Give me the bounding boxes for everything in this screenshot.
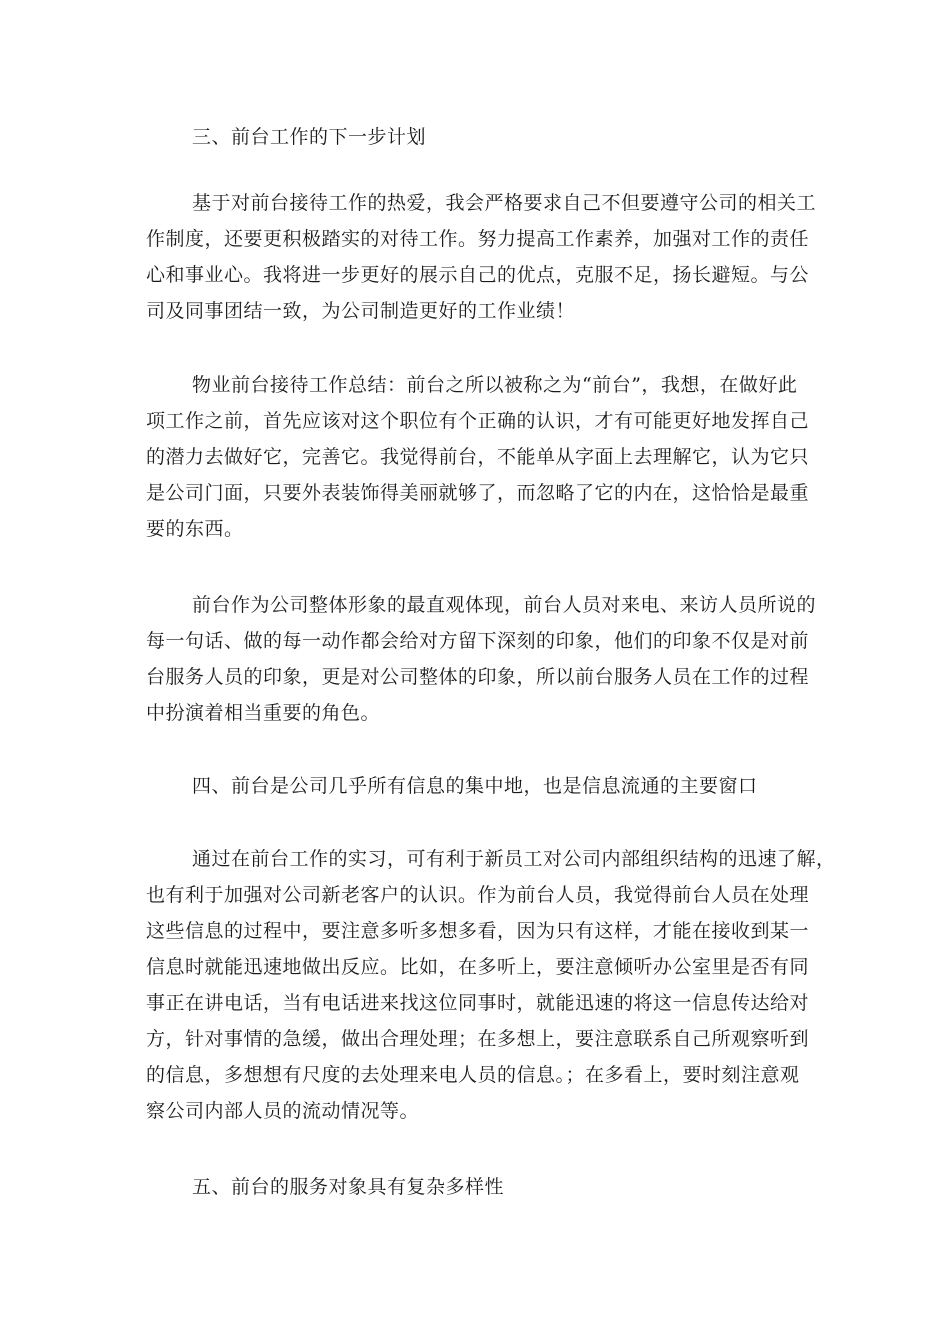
paragraph-line: 作制度，还要更积极踏实的对待工作。努力提高工作素养，加强对工作的责任 bbox=[146, 228, 810, 250]
paragraph-line: 基于对前台接待工作的热爱，我会严格要求自己不但要遵守公司的相关工 bbox=[192, 192, 817, 214]
paragraph-2 bbox=[146, 367, 809, 547]
section-heading-3: 三、前台工作的下一步计划 bbox=[192, 126, 427, 148]
paragraph-line: 每一句话、做的每一动作都会给对方留下深刻的印象，他们的印象不仅是对前 bbox=[146, 630, 810, 652]
paragraph-3 bbox=[146, 587, 816, 731]
paragraph-line: 物业前台接待工作总结：前台之所以被称之为“前台”，我想，在做好此 bbox=[192, 374, 798, 396]
paragraph-line: 这些信息的过程中，要注意多听多想多看，因为只有这样，才能在接收到某一 bbox=[146, 920, 810, 942]
paragraph-line: 察公司内部人员的流动情况等。 bbox=[146, 1100, 420, 1122]
paragraph-line: 前台作为公司整体形象的最直观体现，前台人员对来电、来访人员所说的 bbox=[192, 594, 817, 616]
paragraph-line: 事正在讲电话，当有电话进来找这位同事时，就能迅速的将这一信息传达给对 bbox=[146, 992, 810, 1014]
paragraph-line: 是公司门面，只要外表装饰得美丽就够了，而忽略了它的内在，这恰恰是最重 bbox=[146, 482, 810, 504]
paragraph-1 bbox=[146, 185, 816, 329]
section-heading-5: 五、前台的服务对象具有复杂多样性 bbox=[192, 1176, 505, 1198]
section-heading-4: 四、前台是公司几乎所有信息的集中地，也是信息流通的主要窗口 bbox=[192, 775, 758, 797]
paragraph-line: 的潜力去做好它，完善它。我觉得前台，不能单从字面上去理解它，认为它只 bbox=[146, 446, 810, 468]
paragraph-line: 通过在前台工作的实习，可有利于新员工对公司内部组织结构的迅速了解， bbox=[192, 848, 836, 870]
paragraph-line: 司及同事团结一致，为公司制造更好的工作业绩！ bbox=[146, 300, 576, 322]
paragraph-line: 要的东西。 bbox=[146, 518, 244, 540]
paragraph-line: 中扮演着相当重要的角色。 bbox=[146, 702, 381, 724]
paragraph-line: 也有利于加强对公司新老客户的认识。作为前台人员，我觉得前台人员在处理 bbox=[146, 884, 810, 906]
paragraph-4 bbox=[146, 841, 836, 1129]
paragraph-line: 项工作之前，首先应该对这个职位有个正确的认识，才有可能更好地发挥自己 bbox=[146, 410, 810, 432]
paragraph-line: 台服务人员的印象，更是对公司整体的印象，所以前台服务人员在工作的过程 bbox=[146, 666, 810, 688]
paragraph-line: 心和事业心。我将进一步更好的展示自己的优点，克服不足，扬长避短。与公 bbox=[146, 264, 810, 286]
paragraph-line: 的信息，多想想有尺度的去处理来电人员的信息。；在多看上，要时刻注意观 bbox=[146, 1064, 800, 1086]
paragraph-line: 信息时就能迅速地做出反应。比如，在多听上，要注意倾听办公室里是否有同 bbox=[146, 956, 810, 978]
paragraph-line: 方，针对事情的急缓，做出合理处理；在多想上，要注意联系自己所观察听到 bbox=[146, 1028, 810, 1050]
